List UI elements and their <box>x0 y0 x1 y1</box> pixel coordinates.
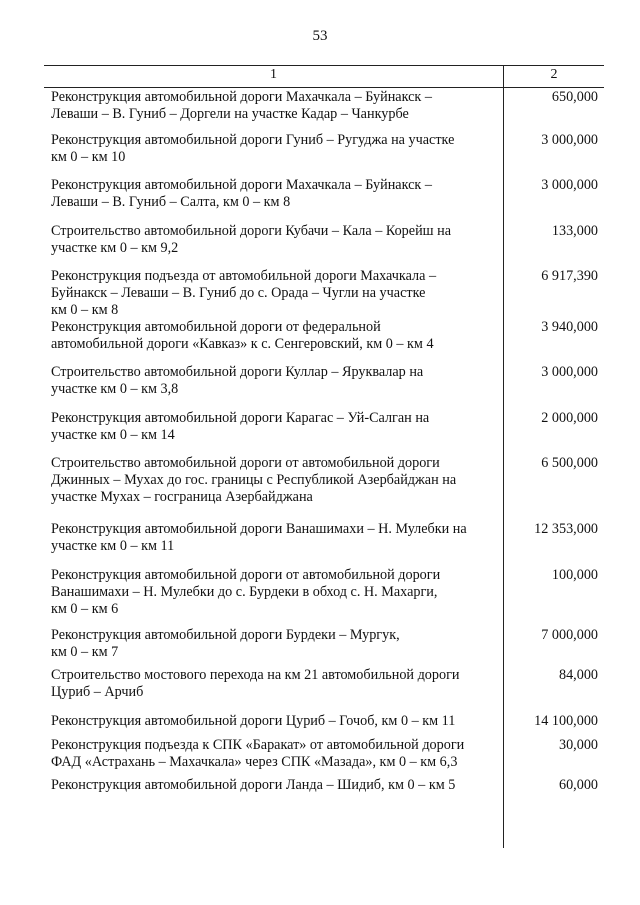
table-top-border <box>44 65 604 66</box>
column-header-2: 2 <box>550 67 558 82</box>
table-row-name <box>51 132 501 166</box>
table-row-name-line: Джинных – Мухах до гос. границы с Республикой Азербайджан на <box>51 472 457 488</box>
table-row-name <box>51 777 501 794</box>
table-row-name-line: Строительство автомобильной дороги Кубачи – Кала – Корейш на <box>51 223 452 239</box>
table-row-name-line: ФАД «Астрахань – Махачкала» через СПК «Мазада», км 0 – км 6,3 <box>51 754 458 770</box>
table-row-name-line: Строительство автомобильной дороги от автомобильной дороги <box>51 455 440 471</box>
table-row-value: 3 000,000 <box>541 364 598 380</box>
table-row-name <box>51 89 501 123</box>
table-row-value: 6 917,390 <box>541 268 598 284</box>
table-row-name <box>51 737 501 771</box>
table-row-value: 7 000,000 <box>541 627 598 643</box>
table-row-value: 14 100,000 <box>534 713 598 729</box>
table-row-name-line: участке км 0 – км 11 <box>51 538 175 554</box>
table-row-name-line: км 0 – км 6 <box>51 601 119 617</box>
table-row-name-line: участке км 0 – км 9,2 <box>51 240 179 256</box>
table-row-name <box>51 521 501 555</box>
table-row-name-line: Леваши – В. Гуниб – Салта, км 0 – км 8 <box>51 194 291 210</box>
table-row-name-line: участке км 0 – км 3,8 <box>51 381 179 397</box>
table-row-name-line: автомобильной дороги «Кавказ» к с. Сенгеровский, км 0 – км 4 <box>51 336 434 352</box>
table-row-name-line: Реконструкция автомобильной дороги Карагас – Уй-Салган на <box>51 410 430 426</box>
table-row-name-line: Реконструкция автомобильной дороги Махачкала – Буйнакск – <box>51 177 432 193</box>
table-row-name-line: Строительство автомобильной дороги Куллар – Яруквалар на <box>51 364 424 380</box>
table-row-name <box>51 268 501 319</box>
table-row-name-line: км 0 – км 10 <box>51 149 126 165</box>
table-row-value: 60,000 <box>558 777 598 793</box>
table-row-value: 12 353,000 <box>534 521 598 537</box>
table-row-value: 3 000,000 <box>541 177 598 193</box>
column-header-1: 1 <box>270 67 277 82</box>
table-row-name <box>51 177 501 211</box>
table-row-name-line: Реконструкция автомобильной дороги Гуниб – Ругуджа на участке <box>51 132 455 148</box>
table-row-value: 100,000 <box>551 567 598 583</box>
table-row-value: 133,000 <box>551 223 598 239</box>
table-row-name <box>51 319 501 353</box>
table-row-name-line: Реконструкция автомобильной дороги от автомобильной дороги <box>51 567 441 583</box>
table-row-name <box>51 455 501 506</box>
table-row-name-line: Реконструкция автомобильной дороги Ланда – Шидиб, км 0 – км 5 <box>51 777 456 793</box>
table-row-name-line: Леваши – В. Гуниб – Доргели на участке Кадар – Чанкурбе <box>51 106 409 122</box>
table-row-name-line: Ванашимахи – Н. Мулебки до с. Бурдеки в обход с. Н. Махарги, <box>51 584 438 600</box>
table-row-value: 84,000 <box>558 667 598 683</box>
table-row-name <box>51 410 501 444</box>
table-row-name <box>51 713 501 730</box>
table-row-name-line: Буйнакск – Леваши – В. Гуниб до с. Орада – Чугли на участке <box>51 285 426 301</box>
table-row-name-line: участке Мухах – госграница Азербайджана <box>51 489 313 505</box>
table-row-name <box>51 364 501 398</box>
table-row-value: 3 940,000 <box>541 319 598 335</box>
table-row-name-line: Реконструкция подъезда от автомобильной дороги Махачкала – <box>51 268 437 284</box>
table-row-value: 6 500,000 <box>541 455 598 471</box>
table-row-name-line: Реконструкция автомобильной дороги от федеральной <box>51 319 381 335</box>
table-row-name-line: Реконструкция подъезда к СПК «Баракат» от автомобильной дороги <box>51 737 465 753</box>
table-row-value: 30,000 <box>558 737 598 753</box>
table-row-name-line: км 0 – км 7 <box>51 644 119 660</box>
table-row-name-line: Реконструкция автомобильной дороги Махачкала – Буйнакск – <box>51 89 432 105</box>
table-row-name <box>51 627 501 661</box>
table-row-name-line: Реконструкция автомобильной дороги Ванашимахи – Н. Мулебки на <box>51 521 467 537</box>
table-row-name-line: участке км 0 – км 14 <box>51 427 175 443</box>
table-header-border <box>44 87 604 88</box>
table-row-name <box>51 667 501 701</box>
table-row-value: 650,000 <box>551 89 598 105</box>
table-row-name <box>51 567 501 618</box>
table-row-name-line: Цуриб – Арчиб <box>51 684 144 700</box>
table-row-name-line: Строительство мостового перехода на км 21 автомобильной дороги <box>51 667 460 683</box>
table-row-value: 3 000,000 <box>541 132 598 148</box>
table-row-name <box>51 223 501 257</box>
table-row-name-line: км 0 – км 8 <box>51 302 119 318</box>
table-row-value: 2 000,000 <box>541 410 598 426</box>
table-row-name-line: Реконструкция автомобильной дороги Цуриб – Гочоб, км 0 – км 11 <box>51 713 456 729</box>
page-number: 53 <box>312 28 328 44</box>
table-row-name-line: Реконструкция автомобильной дороги Бурдеки – Мургук, <box>51 627 400 643</box>
